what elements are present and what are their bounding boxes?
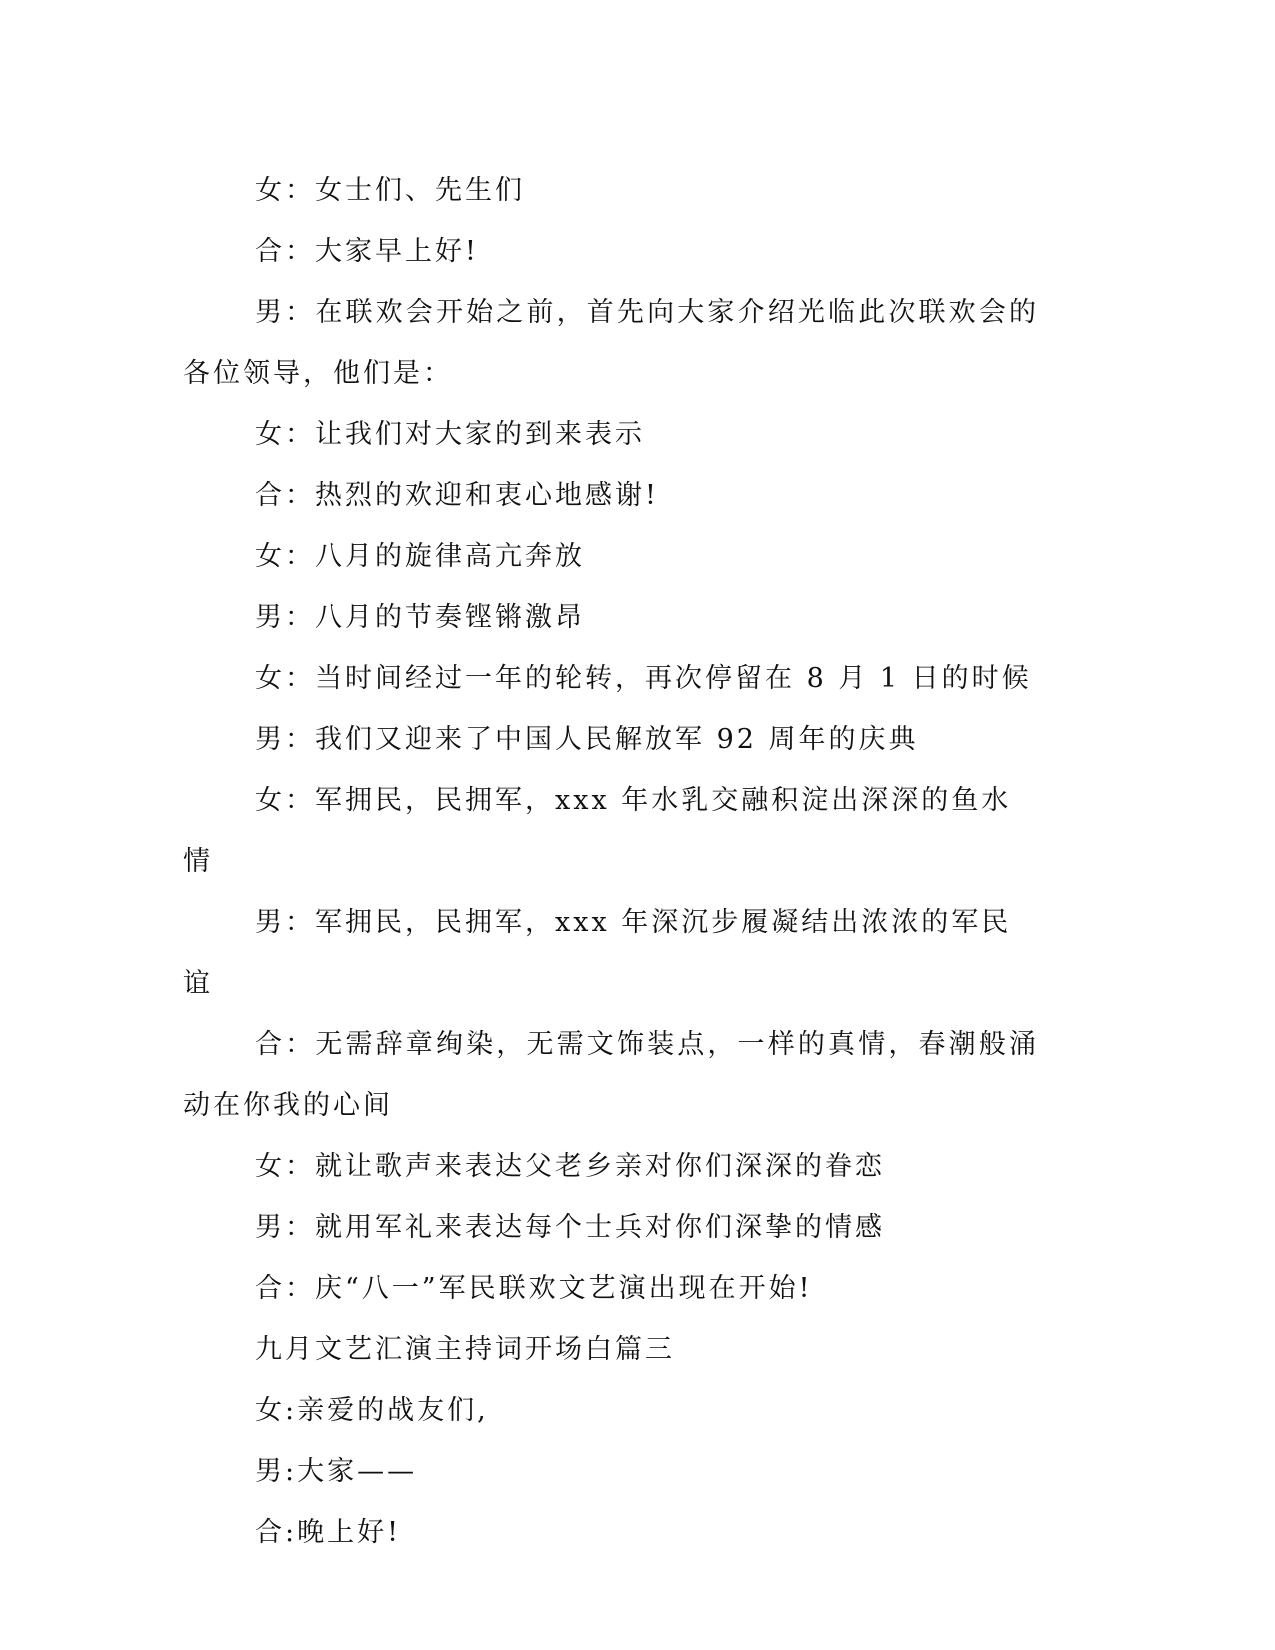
paragraph-4: 女：让我们对大家的到来表示 [255,419,645,450]
paragraph-1: 女：女士们、先生们 [255,175,525,206]
paragraph-10: 女：军拥民，民拥军，xxx 年水乳交融积淀出深深的鱼水情 [183,785,1012,877]
document-body [183,160,1039,1563]
paragraph-9: 男：我们又迎来了中国人民解放军 92 周年的庆典 [255,724,919,755]
section-heading: 九月文艺汇演主持词开场白篇三 [255,1334,675,1365]
paragraph-12: 合：无需辞章绚染，无需文饰装点，一样的真情，春潮般涌动在你我的心间 [183,1029,1039,1121]
paragraph-2: 合：大家早上好! [255,236,479,267]
paragraph-7: 男：八月的节奏铿锵激昂 [255,602,585,633]
paragraph-11: 男：军拥民，民拥军，xxx 年深沉步履凝结出浓浓的军民谊 [183,907,1012,999]
paragraph-15: 合：庆“八一”军民联欢文艺演出现在开始! [255,1273,813,1304]
paragraph-18: 男:大家—— [255,1456,418,1487]
paragraph-3: 男：在联欢会开始之前，首先向大家介绍光临此次联欢会的各位领导，他们是： [183,297,1039,389]
paragraph-19: 合:晚上好! [255,1517,401,1548]
paragraph-14: 男：就用军礼来表达每个士兵对你们深挚的情感 [255,1212,885,1243]
paragraph-17: 女:亲爱的战友们, [255,1395,489,1426]
paragraph-6: 女：八月的旋律高亢奔放 [255,541,585,572]
paragraph-8: 女：当时间经过一年的轮转，再次停留在 8 月 1 日的时候 [255,663,1032,694]
paragraph-5: 合：热烈的欢迎和衷心地感谢! [255,480,659,511]
paragraph-13: 女：就让歌声来表达父老乡亲对你们深深的眷恋 [255,1151,885,1182]
